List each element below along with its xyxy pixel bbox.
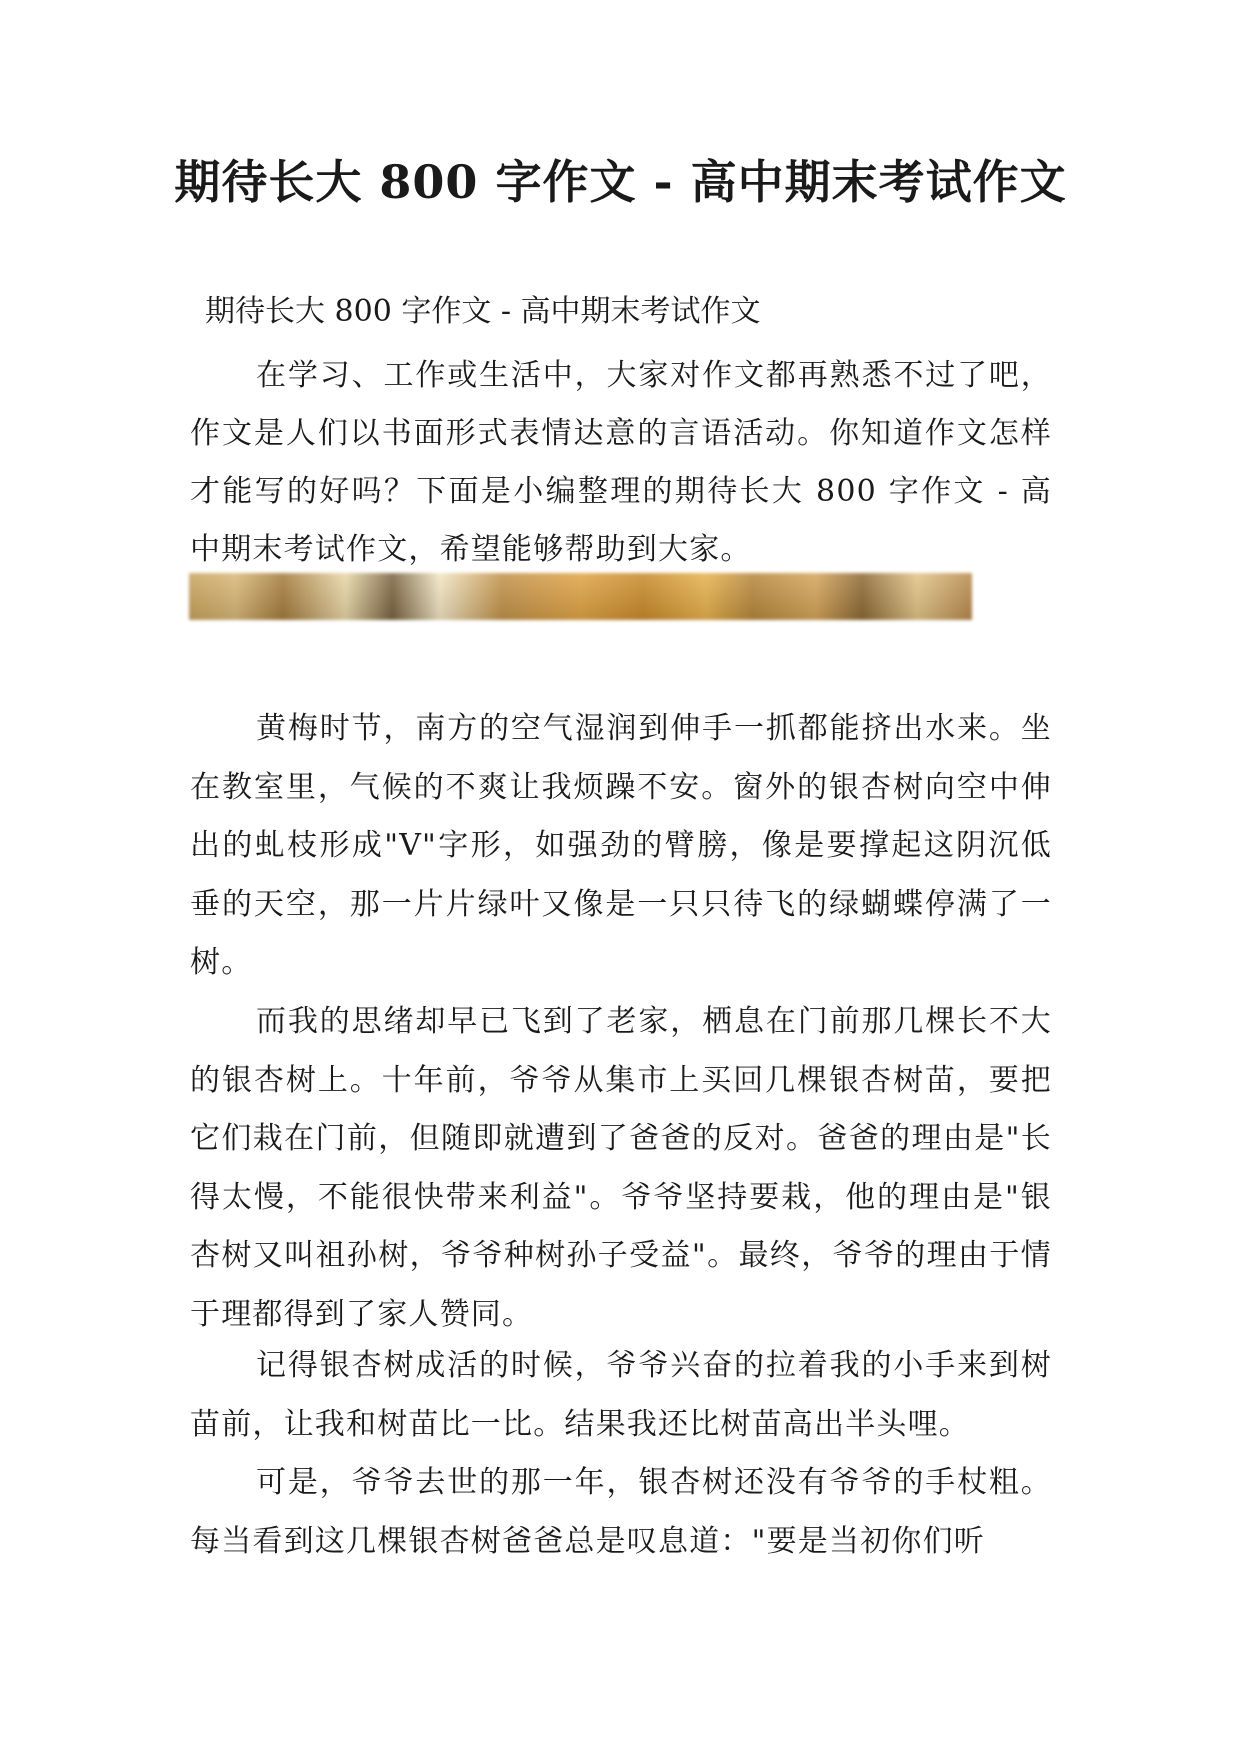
- intro-paragraph: 在学习、工作或生活中，大家对作文都再熟悉不过了吧，作文是人们以书面形式表情达意的言语活动。你知道作文怎样才能写的好吗？下面是小编整理的期待长大 800 字作文 - 高中期末考试作文，希望能够帮助到大家。: [190, 358, 1052, 567]
- blurred-banner-image: [189, 573, 972, 620]
- body-paragraph-2: 而我的思绪却早已飞到了老家，栖息在门前那几棵长不大的银杏树上。十年前，爷爷从集市上买回几棵银杏树苗，要把它们栽在门前，但随即就遭到了爸爸的反对。爸爸的理由是"长得太慢，不能很快带来利益"。爷爷坚持要栽，他的理由是"银杏树又叫祖孙树，爷爷种树孙子受益"。最终，爷爷的理由于情于理都得到了家人赞同。: [190, 1004, 1052, 1332]
- document-subtitle: 期待长大 800 字作文 - 高中期末考试作文: [205, 294, 761, 329]
- body-paragraph-3: 记得银杏树成活的时候，爷爷兴奋的拉着我的小手来到树苗前，让我和树苗比一比。结果我还比树苗高出半头哩。: [190, 1348, 1052, 1442]
- body-paragraph-4: 可是，爷爷去世的那一年，银杏树还没有爷爷的手杖粗。每当看到这几棵银杏树爸爸总是叹息道："要是当初你们听: [190, 1465, 1052, 1559]
- body-paragraph-1: 黄梅时节，南方的空气湿润到伸手一抓都能挤出水来。坐在教室里，气候的不爽让我烦躁不安。窗外的银杏树向空中伸出的虬枝形成"V"字形，如强劲的臂膀，像是要撑起这阴沉低垂的天空，那一片片绿叶又像是一只只待飞的绿蝴蝶停满了一树。: [190, 711, 1052, 980]
- page-title: 期待长大 800 字作文 - 高中期末考试作文: [174, 155, 1067, 209]
